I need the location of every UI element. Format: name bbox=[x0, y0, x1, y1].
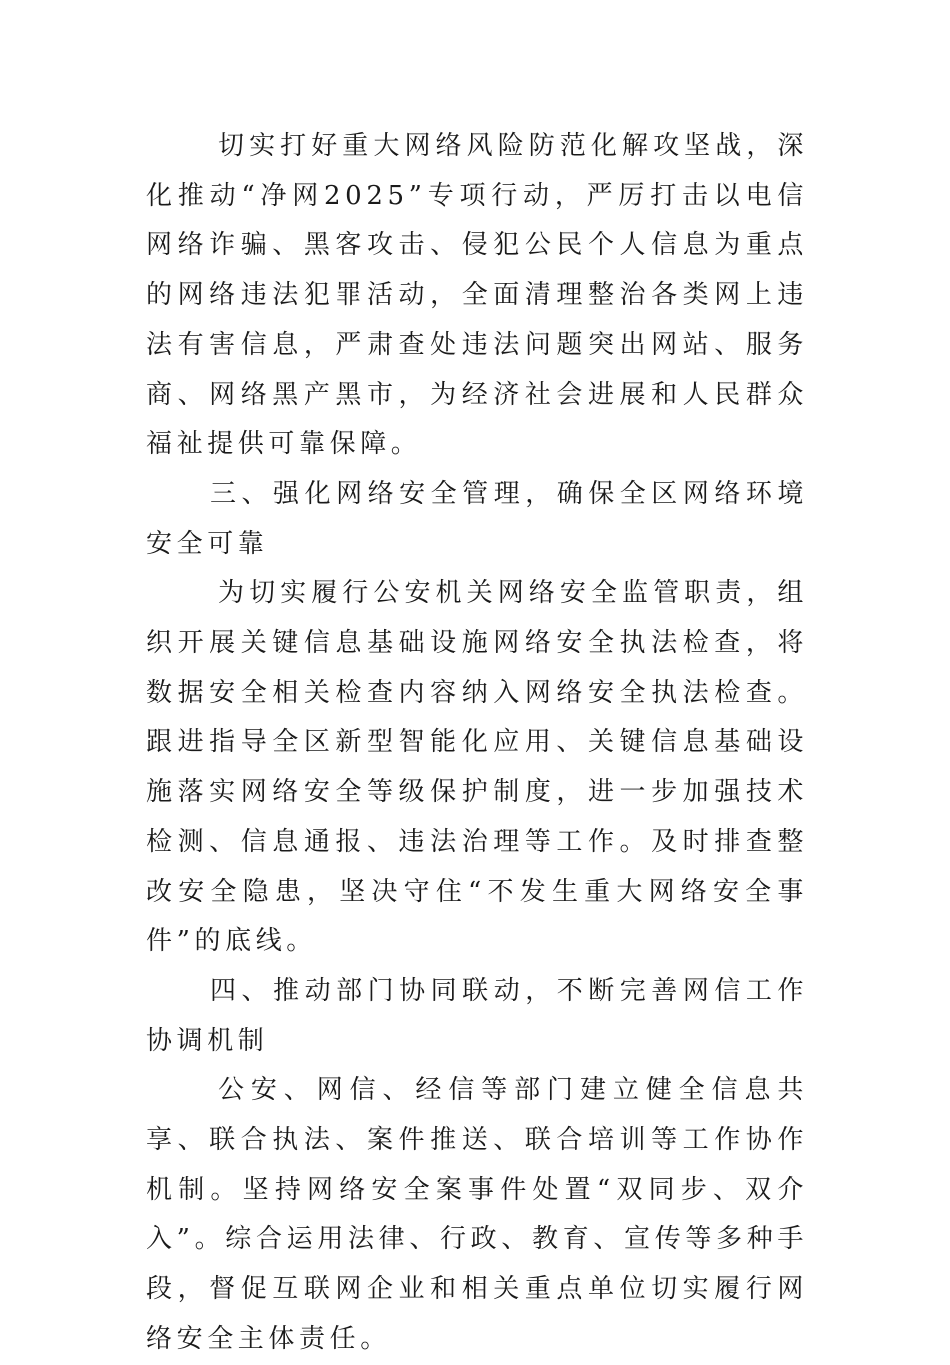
section-heading-3: 三、强化网络安全管理，确保全区网络环境安全可靠 bbox=[146, 478, 808, 559]
section-heading-4: 四、推动部门协同联动，不断完善网信工作协调机制 bbox=[146, 975, 808, 1056]
paragraph-network-risk: 切实打好重大网络风险防范化解攻坚战，深化推动“净网2025”专项行动，严厉打击以电信网络诈骗、黑客攻击、侵犯公民个人信息为重点的网络违法犯罪活动，全面清理整治各类网上违法有害信息，严肃查处违法问题突出网站、服务商、网络黑产黑市，为经济社会进展和人民群众福祉提供可靠保障。 bbox=[146, 131, 808, 460]
paragraph-coordination: 公安、网信、经信等部门建立健全信息共享、联合执法、案件推送、联合培训等工作协作机制。坚持网络安全案事件处置“双同步、双介入”。综合运用法律、行政、教育、宣传等多种手段，督促互联网企业和相关重点单位切实履行网络安全主体责任。 bbox=[146, 1075, 808, 1354]
paragraph-security-management: 为切实履行公安机关网络安全监管职责，组织开展关键信息基础设施网络安全执法检查，将数据安全相关检查内容纳入网络安全执法检查。跟进指导全区新型智能化应用、关键信息基础设施落实网络安全等级保护制度，进一步加强技术检测、信息通报、违法治理等工作。及时排查整改安全隐患，坚决守住“不发生重大网络安全事件”的底线。 bbox=[146, 578, 808, 957]
document-body bbox=[146, 122, 808, 1365]
